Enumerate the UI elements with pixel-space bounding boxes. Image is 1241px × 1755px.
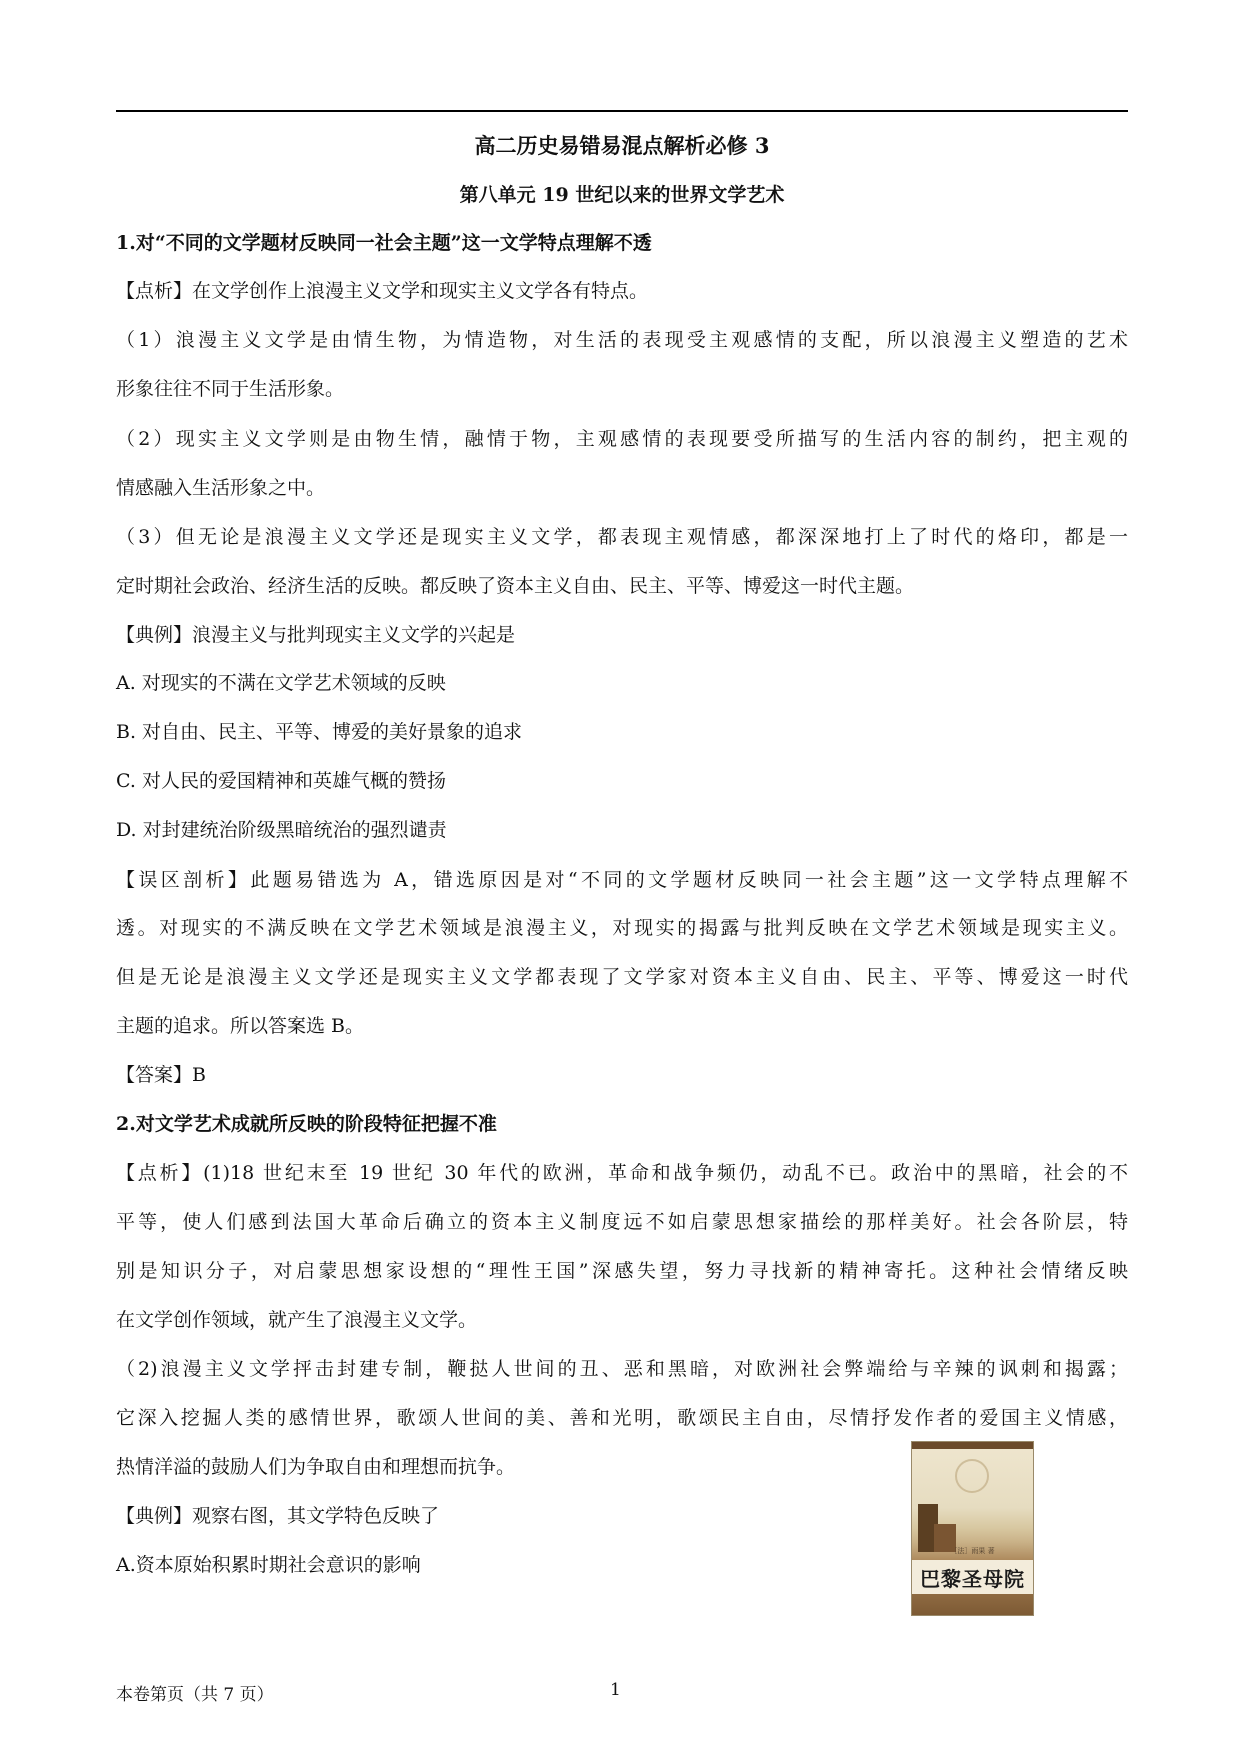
point-2-line-2: 情感融入生活形象之中。 (116, 477, 326, 499)
option-c: C. 对人民的爱国精神和英雄气概的赞扬 (116, 770, 446, 792)
option-d: D. 对封建统治阶级黑暗统治的强烈谴责 (116, 819, 447, 841)
option-a: A. 对现实的不满在文学艺术领域的反映 (116, 672, 446, 694)
footer-page-number: 1 (610, 1680, 621, 1700)
section-2-p1-line-4: 在文学创作领域，就产生了浪漫主义文学。 (116, 1309, 478, 1331)
error-analysis-line-4: 主题的追求。所以答案选 B。 (116, 1015, 365, 1037)
point-3-line-1: （3）但无论是浪漫主义文学还是现实主义文学，都表现主观情感，都深深地打上了时代的烙印，都是一 (116, 526, 1128, 548)
answer-1: 【答案】B (116, 1064, 206, 1086)
book-author-line: ［法］雨果 著 (950, 1547, 995, 1555)
section-2-heading: 2.对文学艺术成就所反映的阶段特征把握不准 (116, 1113, 497, 1135)
section-2-p1-line-3: 别是知识分子，对启蒙思想家设想的“理性王国”深感失望，努力寻找新的精神寄托。这种社会情绪反映 (116, 1260, 1128, 1282)
section-2-p2-line-1: （2)浪漫主义文学抨击封建专制，鞭挞人世间的丑、恶和黑暗，对欧洲社会弊端给与辛辣的讽刺和揭露； (116, 1358, 1128, 1380)
point-2-line-1: （2）现实主义文学则是由物生情，融情于物，主观感情的表现要受所描写的生活内容的制约，把主观的 (116, 428, 1128, 450)
point-3-line-2: 定时期社会政治、经济生活的反映。都反映了资本主义自由、民主、平等、博爱这一时代主题。 (116, 575, 915, 597)
section-1-heading: 1.对“不同的文学题材反映同一社会主题”这一文学特点理解不透 (116, 232, 652, 254)
section-1-analysis: 【点析】在文学创作上浪漫主义文学和现实主义文学各有特点。 (116, 280, 649, 302)
example-2: 【典例】观察右图，其文学特色反映了 (116, 1505, 440, 1527)
section-2-p1-line-2: 平等，使人们感到法国大革命后确立的资本主义制度远不如启蒙思想家描绘的那样美好。社会各阶层，特 (116, 1211, 1128, 1233)
footer-page-info: 本卷第页（共 7 页） (116, 1685, 274, 1705)
error-analysis-line-1: 【误区剖析】此题易错选为 A，错选原因是对“不同的文学题材反映同一社会主题”这一文学特点理解不 (116, 869, 1128, 891)
option-b: B. 对自由、民主、平等、博爱的美好景象的追求 (116, 721, 523, 743)
header-rule (116, 110, 1128, 112)
book-cover-topbar (912, 1442, 1033, 1449)
point-1-line-1: （1）浪漫主义文学是由情生物，为情造物，对生活的表现受主观感情的支配，所以浪漫主义塑造的艺术 (116, 329, 1128, 351)
section-2-p2-line-2: 它深入挖掘人类的感情世界，歌颂人世间的美、善和光明，歌颂民主自由，尽情抒发作者的爱国主义情感， (116, 1407, 1128, 1429)
rose-window-icon (955, 1459, 989, 1493)
section-2-p2-line-3: 热情洋溢的鼓励人们为争取自由和理想而抗争。 (116, 1456, 516, 1478)
error-analysis-line-3: 但是无论是浪漫主义文学还是现实主义文学都表现了文学家对资本主义自由、民主、平等、博爱这一时代 (116, 966, 1128, 988)
option-a-2: A.资本原始积累时期社会意识的影响 (116, 1554, 421, 1576)
document-title: 高二历史易错易混点解析必修 3 (474, 133, 770, 158)
book-title: 巴黎圣母院 (920, 1567, 1025, 1591)
section-2-p1-line-1: 【点析】(1)18 世纪末至 19 世纪 30 年代的欧洲，革命和战争频仍，动乱不已。政治中的黑暗，社会的不 (116, 1162, 1128, 1184)
unit-subtitle: 第八单元 19 世纪以来的世界文学艺术 (459, 184, 785, 206)
example-1: 【典例】浪漫主义与批判现实主义文学的兴起是 (116, 624, 516, 646)
book-cover-image (911, 1441, 1034, 1616)
point-1-line-2: 形象往往不同于生活形象。 (116, 378, 345, 400)
error-analysis-line-2: 透。对现实的不满反映在文学艺术领域是浪漫主义，对现实的揭露与批判反映在文学艺术领域是现实主义。 (116, 917, 1128, 939)
